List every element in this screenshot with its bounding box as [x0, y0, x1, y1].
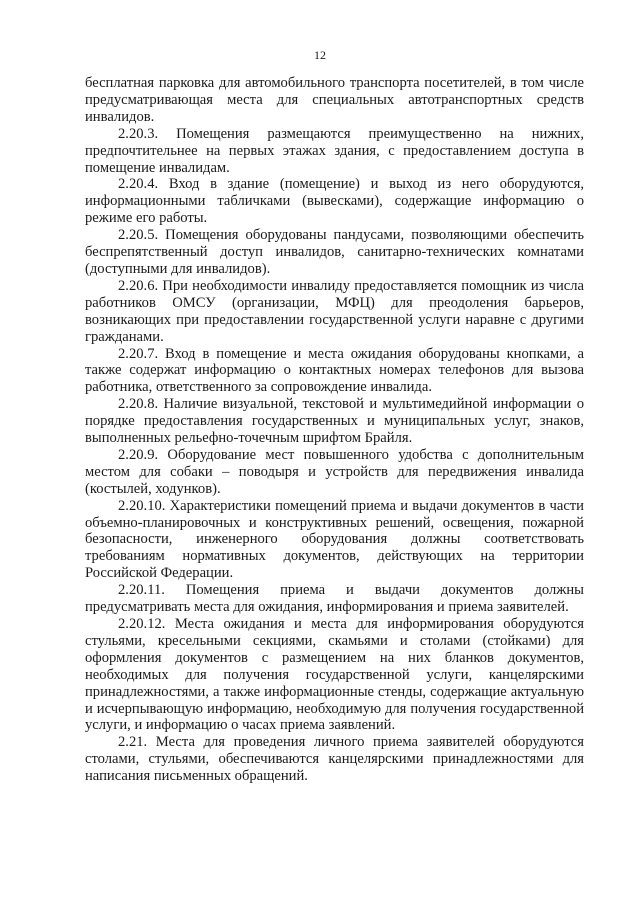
paragraph-2-20-7: 2.20.7. Вход в помещение и места ожидания оборудованы кнопками, а также содержат информацию о контактных номерах телефонов для вызова работника, ответственного за сопровождение инвалида.: [85, 345, 584, 396]
page-number: 12: [314, 48, 326, 62]
paragraph-2-20-11: 2.20.11. Помещения приема и выдачи документов должны предусматривать места для ожидания, информирования и приема заявителей.: [85, 582, 584, 616]
paragraph-2-20-12: 2.20.12. Места ожидания и места для информирования оборудуются стульями, кресельными секциями, скамьями и столами (стойками) для оформления документов с размещением на них бланков документов, необходимых для получения государственной услуги, канцелярскими принадлежностями, а также информационные стенды, содержащие актуальную и исчерпывающую информацию, необходимую для получения государственной услуги, и информацию о часах приема заявлений.: [85, 616, 584, 734]
paragraph-continuation: бесплатная парковка для автомобильного транспорта посетителей, в том числе предусматривающая места для специальных автотранспортных средств инвалидов.: [85, 75, 584, 125]
paragraph-2-20-8: 2.20.8. Наличие визуальной, текстовой и мультимедийной информации о порядке предоставления государственных и муниципальных услуг, знаков, выполненных рельефно-точечным шрифтом Брайля.: [85, 396, 584, 447]
document-body: [85, 75, 584, 785]
paragraph-2-20-5: 2.20.5. Помещения оборудованы пандусами, позволяющими обеспечить беспрепятственный доступ инвалидов, санитарно-технических комнатами (доступными для инвалидов).: [85, 227, 584, 277]
paragraph-2-20-6: 2.20.6. При необходимости инвалиду предоставляется помощник из числа работников ОМСУ (организации, МФЦ) для преодоления барьеров, возникающих при предоставлении государственной услуги наравне с другими гражданами.: [85, 277, 584, 345]
paragraph-2-20-4: 2.20.4. Вход в здание (помещение) и выход из него оборудуются, информационными табличками (вывесками), содержащие информацию о режиме его работы.: [85, 176, 584, 227]
paragraph-2-21: 2.21. Места для проведения личного приема заявителей оборудуются столами, стульями, обеспечиваются канцелярскими принадлежностями для написания письменных обращений.: [85, 734, 584, 785]
paragraph-2-20-10: 2.20.10. Характеристики помещений приема и выдачи документов в части объемно-планировочных и конструктивных решений, освещения, пожарной безопасности, инженерного оборудования должны соответствовать требованиям нормативных документов, действующих на территории Российской Федерации.: [85, 497, 584, 582]
paragraph-2-20-3: 2.20.3. Помещения размещаются преимущественно на нижних, предпочтительнее на первых этажах здания, с предоставлением доступа в помещение инвалидам.: [85, 125, 584, 176]
paragraph-2-20-9: 2.20.9. Оборудование мест повышенного удобства с дополнительным местом для собаки – поводыря и устройств для передвижения инвалида (костылей, ходунков).: [85, 446, 584, 497]
